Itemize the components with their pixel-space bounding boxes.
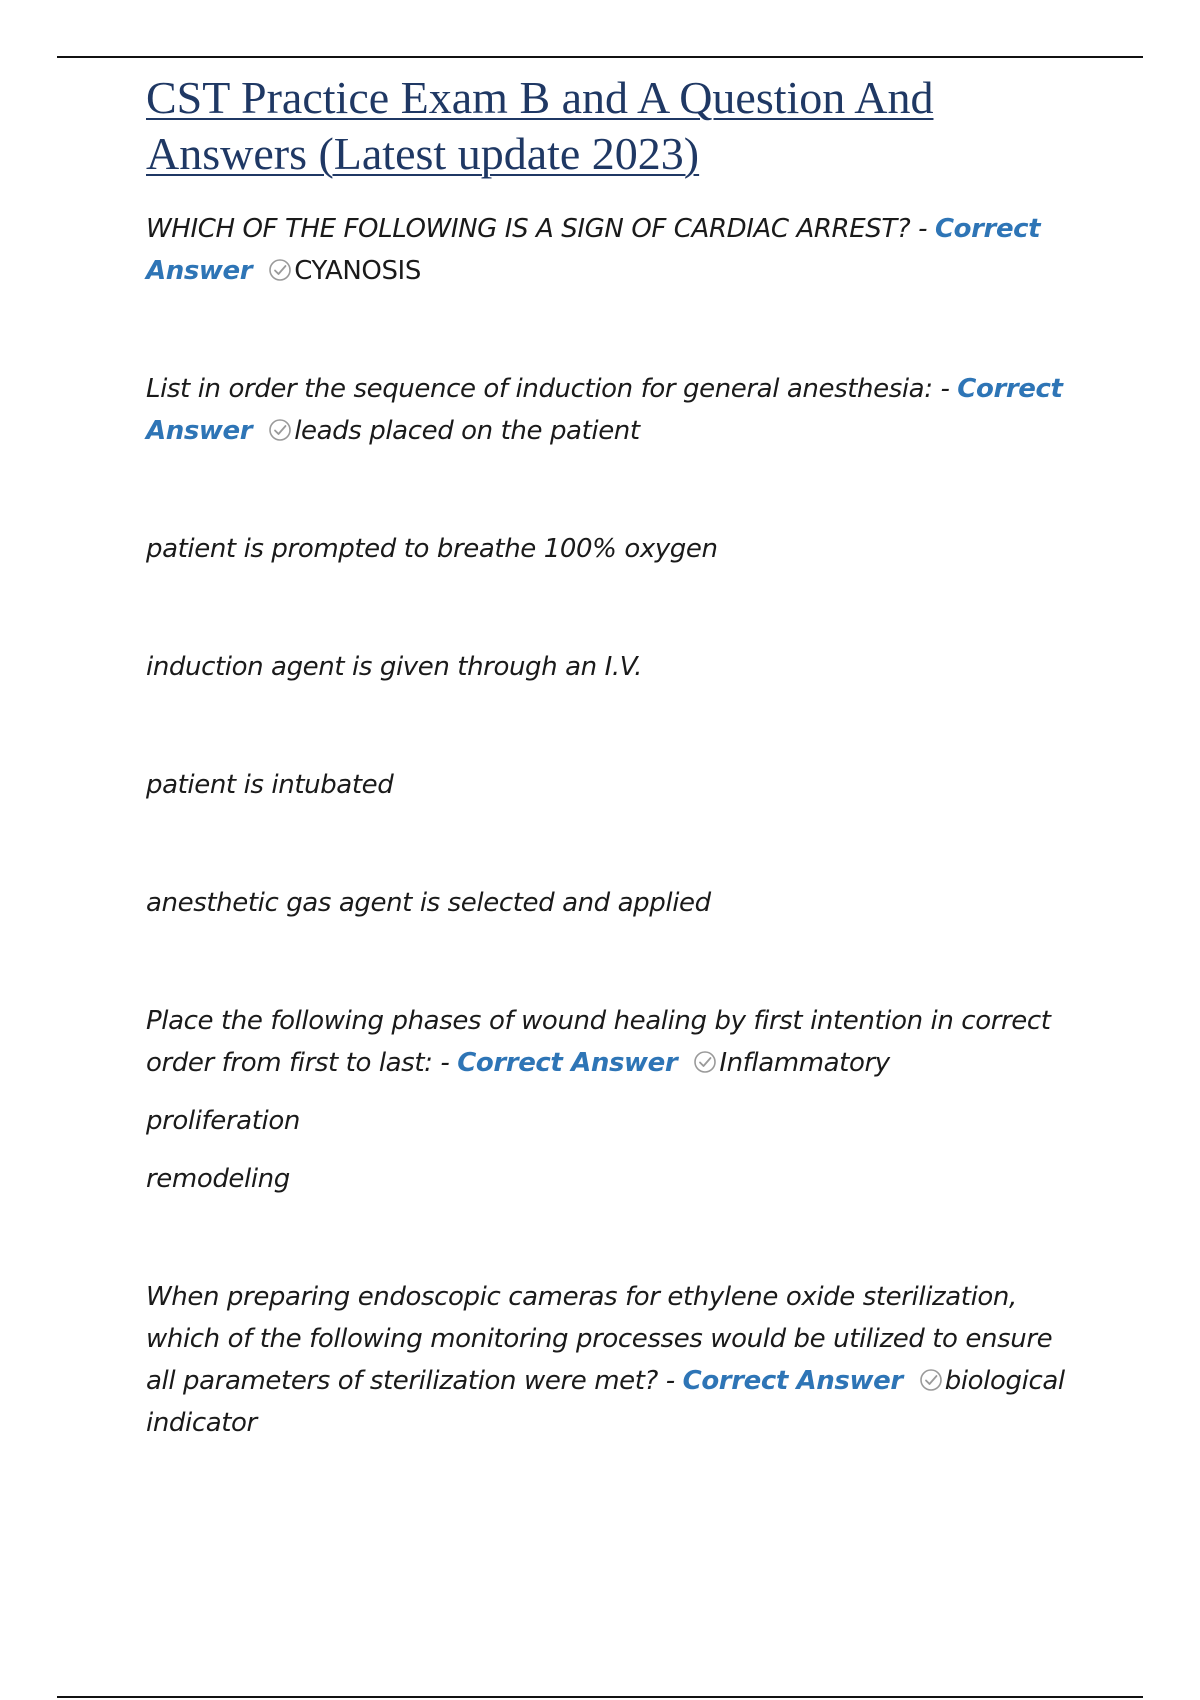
document-title: CST Practice Exam B and A Question And Answers (Latest update 2023) — [146, 72, 934, 179]
answer-label: Answer — [146, 416, 253, 446]
answer-continuation: indicator — [146, 1408, 257, 1438]
question-text: List in order the sequence of induction for general anesthesia: - — [146, 374, 958, 404]
footer-rule — [57, 1696, 1143, 1698]
correct-answer-label: Correct Answer — [682, 1366, 903, 1396]
question-text: all parameters of sterilization were met? - — [146, 1366, 683, 1396]
question-text: WHICH OF THE FOLLOWING IS A SIGN OF CARDIAC ARREST? - — [146, 214, 935, 244]
correct-label: Correct — [957, 374, 1063, 404]
question-line — [146, 1042, 1086, 1084]
qa-entry — [146, 208, 1086, 292]
answer-continuation: patient is prompted to breathe 100% oxygen — [146, 534, 718, 564]
qa-entry — [146, 1276, 1086, 1444]
check-circle-icon — [693, 1050, 717, 1074]
correct-answer-label: Correct Answer — [457, 1048, 678, 1078]
answer-text: leads placed on the patient — [294, 416, 640, 446]
qa-entry — [146, 1000, 1086, 1200]
question-line: When preparing endoscopic cameras for ethylene oxide sterilization, — [146, 1282, 1017, 1312]
correct-label: Correct — [934, 214, 1041, 244]
header-rule — [57, 56, 1143, 58]
answer-text: CYANOSIS — [294, 256, 421, 286]
answer-continuation: anesthetic gas agent is selected and applied — [146, 888, 711, 918]
check-circle-icon — [268, 418, 292, 442]
question-line: which of the following monitoring processes would be utilized to ensure — [146, 1324, 1053, 1354]
question-line — [146, 410, 1086, 452]
qa-entry — [146, 368, 1086, 924]
answer-continuation: remodeling — [146, 1164, 290, 1194]
question-line — [146, 250, 1086, 292]
answer-continuation: patient is intubated — [146, 770, 394, 800]
question-text: order from first to last: - — [146, 1048, 458, 1078]
answer-label: Answer — [146, 256, 253, 286]
question-line — [146, 1360, 1086, 1402]
check-circle-icon — [268, 258, 292, 282]
answer-continuation: proliferation — [146, 1106, 300, 1136]
question-line — [146, 368, 1086, 410]
answer-text: biological — [944, 1366, 1065, 1396]
answer-continuation: induction agent is given through an I.V. — [146, 652, 642, 682]
document-content — [146, 70, 1086, 1444]
check-circle-icon — [919, 1368, 943, 1392]
question-line — [146, 208, 1086, 250]
answer-text: Inflammatory — [719, 1048, 890, 1078]
question-line: Place the following phases of wound healing by first intention in correct — [146, 1006, 1051, 1036]
